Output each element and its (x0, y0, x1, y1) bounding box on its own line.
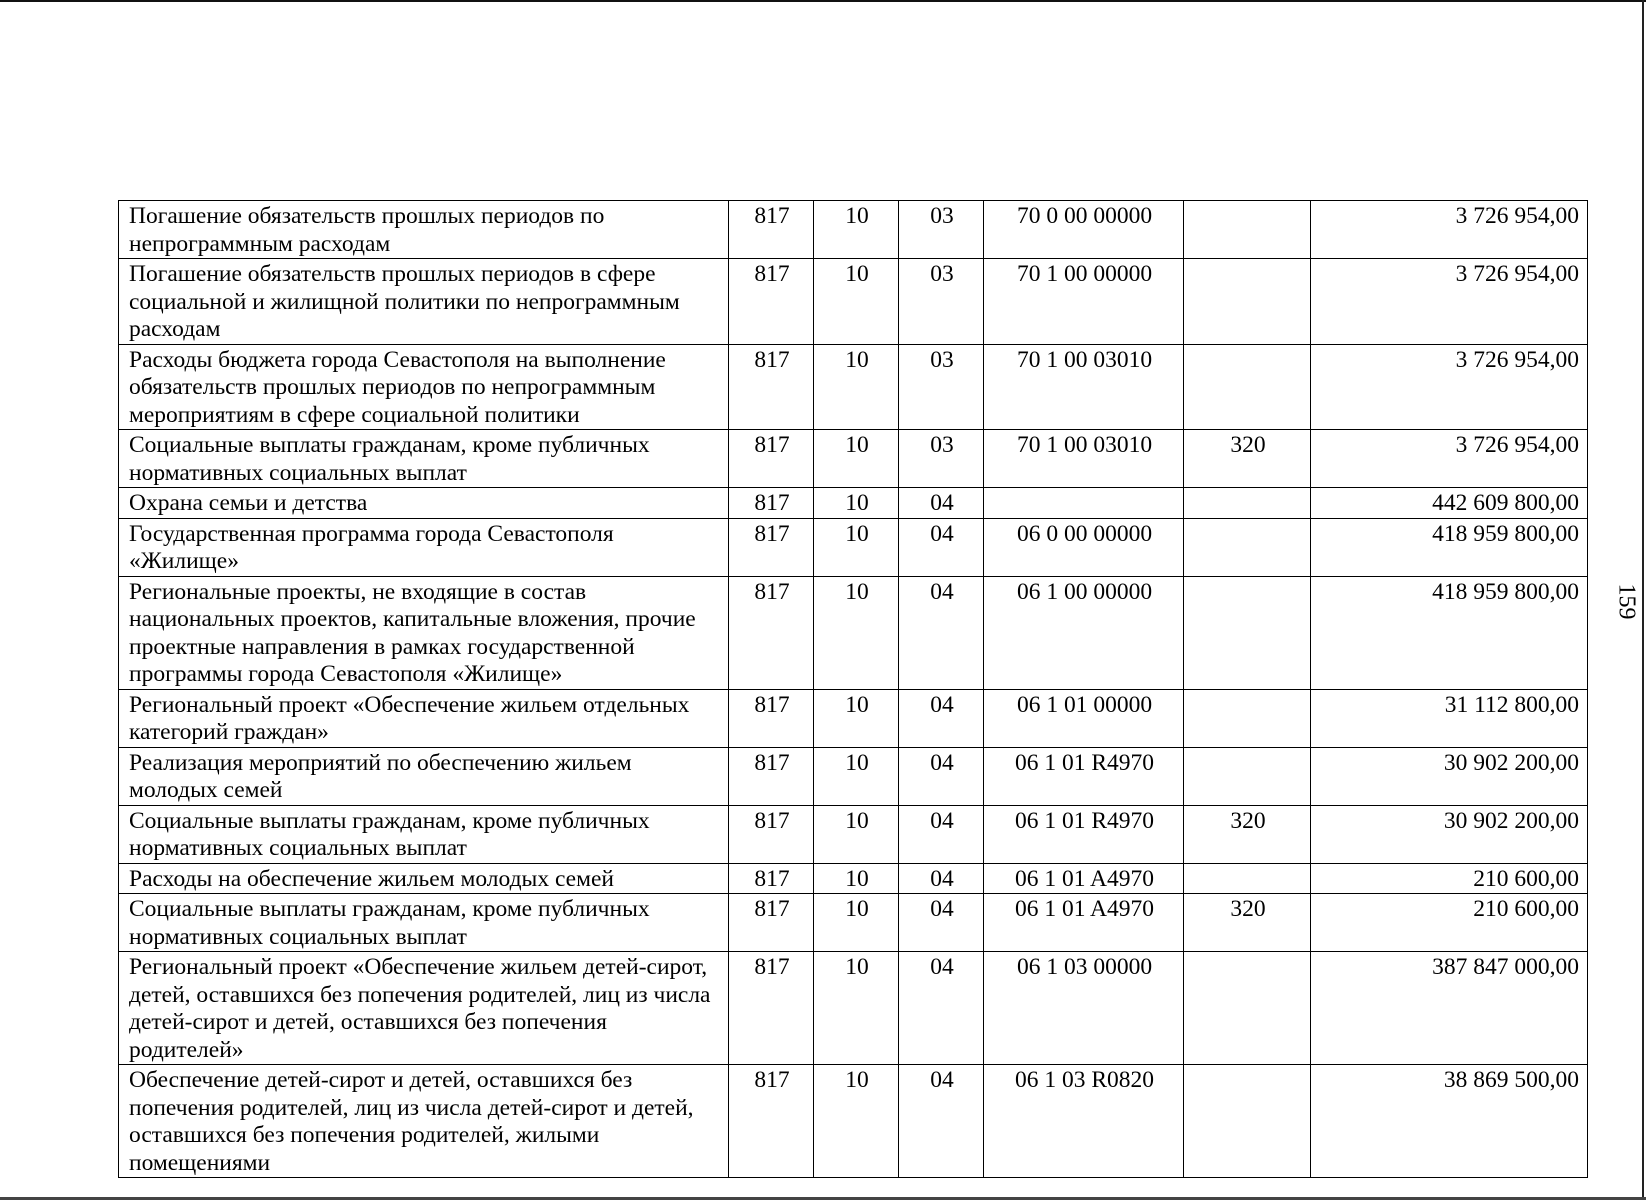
subsection-code-cell: 04 (899, 1065, 984, 1178)
table-row (119, 1065, 1588, 1178)
table-row (119, 805, 1588, 863)
expense-type-cell (1184, 488, 1311, 519)
section-code-cell: 10 (814, 747, 899, 805)
subsection-code-cell: 04 (899, 576, 984, 689)
table-row (119, 488, 1588, 519)
section-code-cell: 10 (814, 259, 899, 345)
table-row (119, 952, 1588, 1065)
subsection-code-cell: 04 (899, 952, 984, 1065)
table-row (119, 747, 1588, 805)
subsection-code-cell: 04 (899, 488, 984, 519)
expense-name-cell: Охрана семьи и детства (119, 488, 729, 519)
table-row (119, 344, 1588, 430)
section-code-cell: 10 (814, 518, 899, 576)
expense-type-cell: 320 (1184, 805, 1311, 863)
ministry-code-cell: 817 (729, 894, 814, 952)
subsection-code-cell: 03 (899, 259, 984, 345)
budget-table (118, 200, 1588, 1178)
expense-name-cell: Обеспечение детей-сирот и детей, оставшихся без попечения родителей, лиц из числа детей-сирот и детей, оставшихся без попечения родителей, жилыми помещениями (119, 1065, 729, 1178)
table-row (119, 863, 1588, 894)
ministry-code-cell: 817 (729, 201, 814, 259)
ministry-code-cell: 817 (729, 863, 814, 894)
expense-name-cell: Региональный проект «Обеспечение жильем детей-сирот, детей, оставшихся без попечения родителей, лиц из числа детей-сирот и детей, оставшихся без попечения родителей» (119, 952, 729, 1065)
ministry-code-cell: 817 (729, 576, 814, 689)
expense-name-cell: Региональный проект «Обеспечение жильем отдельных категорий граждан» (119, 689, 729, 747)
table-row (119, 259, 1588, 345)
expense-name-cell: Расходы на обеспечение жильем молодых семей (119, 863, 729, 894)
section-code-cell: 10 (814, 894, 899, 952)
amount-cell: 3 726 954,00 (1311, 344, 1588, 430)
amount-cell: 210 600,00 (1311, 863, 1588, 894)
expense-type-cell (1184, 952, 1311, 1065)
subsection-code-cell: 03 (899, 201, 984, 259)
expense-name-cell: Социальные выплаты гражданам, кроме публичных нормативных социальных выплат (119, 805, 729, 863)
page-number: 159 (1613, 583, 1640, 620)
ministry-code-cell: 817 (729, 1065, 814, 1178)
section-code-cell: 10 (814, 952, 899, 1065)
expense-type-cell (1184, 518, 1311, 576)
expense-name-cell: Расходы бюджета города Севастополя на выполнение обязательств прошлых периодов по непрограммным мероприятиям в сфере социальной политики (119, 344, 729, 430)
target-article-cell (984, 488, 1184, 519)
subsection-code-cell: 04 (899, 747, 984, 805)
section-code-cell: 10 (814, 1065, 899, 1178)
expense-name-cell: Социальные выплаты гражданам, кроме публичных нормативных социальных выплат (119, 430, 729, 488)
section-code-cell: 10 (814, 488, 899, 519)
subsection-code-cell: 04 (899, 805, 984, 863)
table-row (119, 576, 1588, 689)
ministry-code-cell: 817 (729, 952, 814, 1065)
expense-type-cell (1184, 689, 1311, 747)
expense-type-cell (1184, 344, 1311, 430)
scan-top-border (0, 0, 1646, 2)
target-article-cell: 06 1 01 00000 (984, 689, 1184, 747)
amount-cell: 30 902 200,00 (1311, 805, 1588, 863)
ministry-code-cell: 817 (729, 430, 814, 488)
amount-cell: 3 726 954,00 (1311, 201, 1588, 259)
table-row (119, 689, 1588, 747)
ministry-code-cell: 817 (729, 805, 814, 863)
target-article-cell: 06 1 01 R4970 (984, 805, 1184, 863)
ministry-code-cell: 817 (729, 689, 814, 747)
expense-type-cell (1184, 576, 1311, 689)
expense-name-cell: Региональные проекты, не входящие в состав национальных проектов, капитальные вложения, прочие проектные направления в рамках государственной программы города Севастополя «Жилище» (119, 576, 729, 689)
subsection-code-cell: 04 (899, 689, 984, 747)
ministry-code-cell: 817 (729, 259, 814, 345)
amount-cell: 418 959 800,00 (1311, 518, 1588, 576)
budget-table-body (119, 201, 1588, 1178)
amount-cell: 30 902 200,00 (1311, 747, 1588, 805)
section-code-cell: 10 (814, 805, 899, 863)
target-article-cell: 70 0 00 00000 (984, 201, 1184, 259)
target-article-cell: 06 1 01 A4970 (984, 894, 1184, 952)
subsection-code-cell: 04 (899, 863, 984, 894)
expense-type-cell (1184, 863, 1311, 894)
expense-type-cell (1184, 747, 1311, 805)
expense-name-cell: Погашение обязательств прошлых периодов в сфере социальной и жилищной политики по непрограммным расходам (119, 259, 729, 345)
subsection-code-cell: 03 (899, 430, 984, 488)
table-row (119, 201, 1588, 259)
section-code-cell: 10 (814, 430, 899, 488)
target-article-cell: 06 1 01 R4970 (984, 747, 1184, 805)
expense-type-cell: 320 (1184, 894, 1311, 952)
section-code-cell: 10 (814, 689, 899, 747)
amount-cell: 442 609 800,00 (1311, 488, 1588, 519)
target-article-cell: 70 1 00 03010 (984, 344, 1184, 430)
target-article-cell: 70 1 00 00000 (984, 259, 1184, 345)
subsection-code-cell: 04 (899, 518, 984, 576)
target-article-cell: 70 1 00 03010 (984, 430, 1184, 488)
amount-cell: 3 726 954,00 (1311, 430, 1588, 488)
expense-type-cell (1184, 1065, 1311, 1178)
table-row (119, 430, 1588, 488)
expense-name-cell: Погашение обязательств прошлых периодов по непрограммным расходам (119, 201, 729, 259)
table-row (119, 894, 1588, 952)
ministry-code-cell: 817 (729, 344, 814, 430)
section-code-cell: 10 (814, 863, 899, 894)
target-article-cell: 06 1 00 00000 (984, 576, 1184, 689)
scan-right-border (1642, 0, 1644, 1200)
section-code-cell: 10 (814, 576, 899, 689)
expense-type-cell (1184, 201, 1311, 259)
expense-type-cell (1184, 259, 1311, 345)
amount-cell: 210 600,00 (1311, 894, 1588, 952)
amount-cell: 38 869 500,00 (1311, 1065, 1588, 1178)
target-article-cell: 06 1 01 A4970 (984, 863, 1184, 894)
amount-cell: 3 726 954,00 (1311, 259, 1588, 345)
target-article-cell: 06 1 03 00000 (984, 952, 1184, 1065)
table-row (119, 518, 1588, 576)
section-code-cell: 10 (814, 344, 899, 430)
amount-cell: 418 959 800,00 (1311, 576, 1588, 689)
ministry-code-cell: 817 (729, 747, 814, 805)
expense-name-cell: Социальные выплаты гражданам, кроме публичных нормативных социальных выплат (119, 894, 729, 952)
target-article-cell: 06 1 03 R0820 (984, 1065, 1184, 1178)
expense-name-cell: Реализация мероприятий по обеспечению жильем молодых семей (119, 747, 729, 805)
ministry-code-cell: 817 (729, 488, 814, 519)
target-article-cell: 06 0 00 00000 (984, 518, 1184, 576)
subsection-code-cell: 03 (899, 344, 984, 430)
amount-cell: 31 112 800,00 (1311, 689, 1588, 747)
section-code-cell: 10 (814, 201, 899, 259)
ministry-code-cell: 817 (729, 518, 814, 576)
expense-type-cell: 320 (1184, 430, 1311, 488)
subsection-code-cell: 04 (899, 894, 984, 952)
amount-cell: 387 847 000,00 (1311, 952, 1588, 1065)
expense-name-cell: Государственная программа города Севастополя «Жилище» (119, 518, 729, 576)
